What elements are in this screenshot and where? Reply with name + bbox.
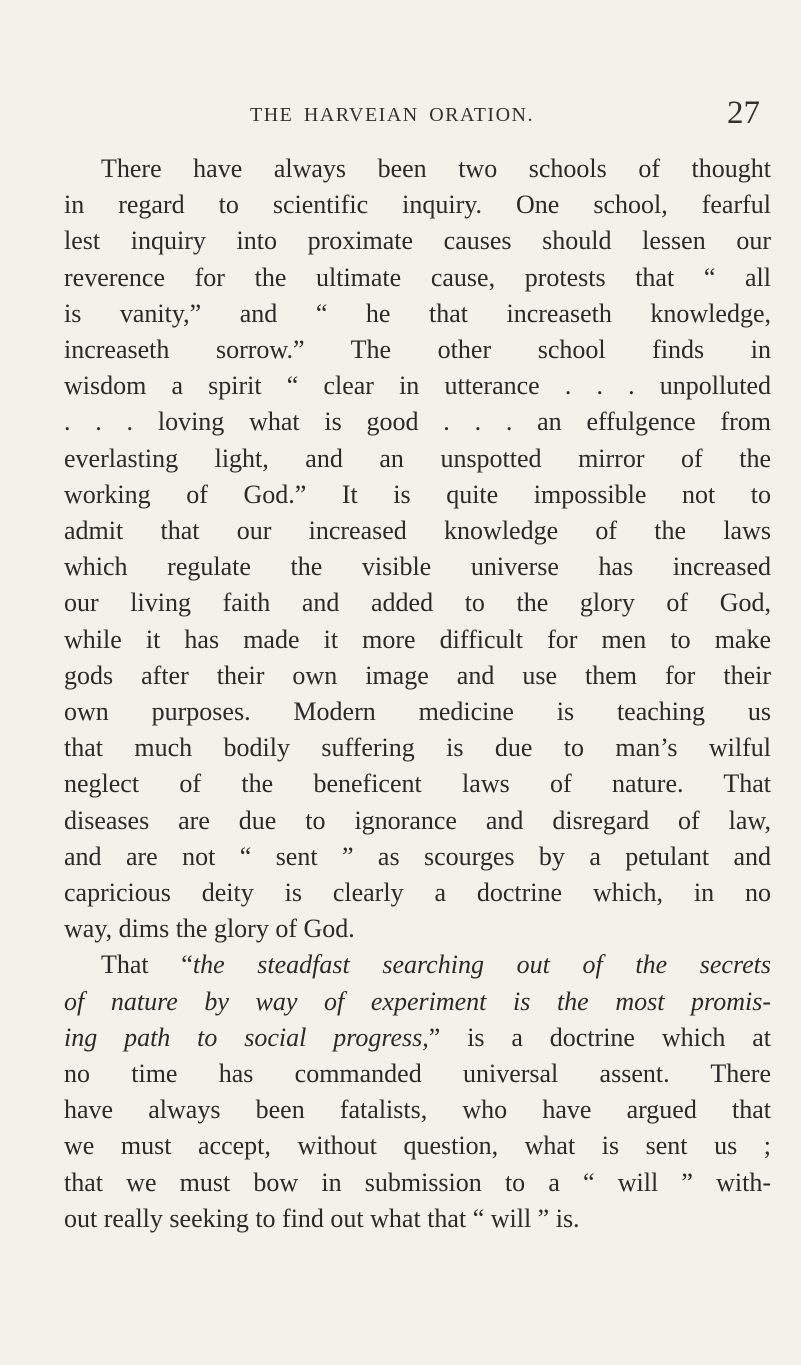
paragraph-1 <box>64 151 771 947</box>
text-line: we must accept, without question, what is sent us ; <box>64 1131 771 1161</box>
text-line: working of God.” It is quite impossible not to <box>64 479 771 509</box>
text-line: gods after their own image and use them for their <box>64 660 771 690</box>
text-line: wisdom a spirit “ clear in utterance . . . unpolluted <box>64 371 771 401</box>
text-line: which regulate the visible universe has increased <box>64 552 771 582</box>
text-line: while it has made it more difficult for men to make <box>64 624 771 654</box>
text-line: everlasting light, and an unspotted mirror of the <box>64 443 771 473</box>
text-line: that much bodily suffering is due to man’s wilful <box>64 733 771 763</box>
text-line: that we must bow in submission to a “ will ” with- <box>64 1167 771 1197</box>
italic-quote: the steadfast searching out of the secrets <box>192 950 771 980</box>
running-head-title: THE HARVEIAN ORATION. <box>250 104 534 126</box>
text-line: capricious deity is clearly a doctrine which, in no <box>64 878 771 908</box>
text-line: reverence for the ultimate cause, protests that “ all <box>64 262 771 292</box>
text-line: . . . loving what is good . . . an effulgence from <box>64 407 771 437</box>
text-line: is vanity,” and “ he that increaseth knowledge, <box>64 298 771 328</box>
text-line: lest inquiry into proximate causes should lessen our <box>64 226 771 256</box>
text-line: no time has commanded universal assent. There <box>64 1059 771 1089</box>
text-line: diseases are due to ignorance and disregard of law, <box>64 805 771 835</box>
paragraph-2 <box>64 947 771 1237</box>
text-line: our living faith and added to the glory of God, <box>64 588 771 618</box>
text-line: increaseth sorrow.” The other school finds in <box>64 335 771 365</box>
running-head <box>80 95 760 138</box>
text-line: out really seeking to find out what that “ will ” is. <box>64 1203 580 1233</box>
italic-quote: ing path to social progress, <box>64 1022 429 1052</box>
text-line: have always been fatalists, who have argued that <box>64 1095 771 1125</box>
text-run: ” is a doctrine which at <box>428 1022 771 1052</box>
text-line: own purposes. Modern medicine is teaching us <box>64 697 771 727</box>
text-line: and are not “ sent ” as scourges by a petulant and <box>64 841 771 871</box>
body-text <box>64 151 771 1237</box>
text-line <box>64 984 771 1020</box>
italic-quote: of nature by way of experiment is the most promis- <box>64 986 771 1016</box>
text-line: way, dims the glory of God. <box>64 914 355 944</box>
text-line <box>64 947 771 983</box>
text-line <box>64 1020 771 1056</box>
page-number: 27 <box>727 95 760 131</box>
text-line: There have always been two schools of thought <box>101 154 771 183</box>
text-line: admit that our increased knowledge of the laws <box>64 516 771 546</box>
text-run: That “ <box>101 950 193 980</box>
text-line: in regard to scientific inquiry. One school, fearful <box>64 190 771 220</box>
text-line: neglect of the beneficent laws of nature. That <box>64 769 771 799</box>
